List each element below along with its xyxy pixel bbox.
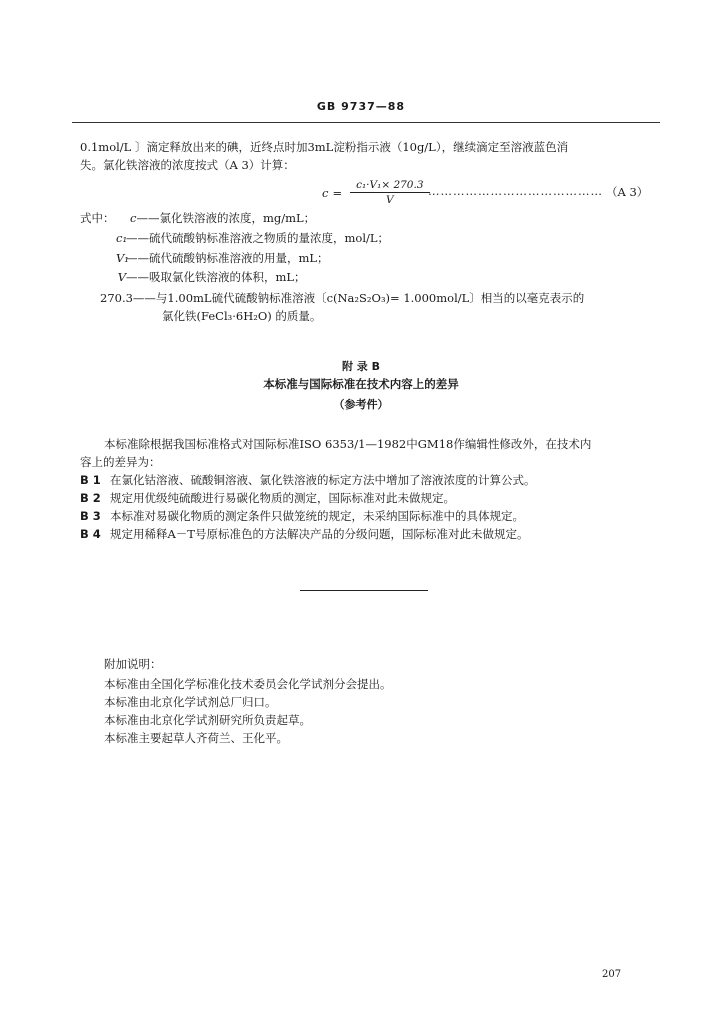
page-header: GB 9737—88	[316, 100, 406, 113]
formula-equals: =	[332, 185, 343, 200]
notes-title: 附加说明：	[104, 657, 162, 671]
item-text: 在氯化钴溶液、硫酸铜溶液、氯化铁溶液的标定方法中增加了溶液浓度的计算公式。	[110, 473, 536, 487]
intro-line-1: 0.1mol/L 〕滴定释放出来的碘，近终点时加3mL淀粉指示液（10g/L），继续滴定至溶液蓝色消	[80, 140, 569, 154]
definition-text: ——氯化铁溶液的浓度，mg/mL；	[136, 211, 316, 225]
appendix-item-b2	[80, 490, 455, 506]
item-text: 规定用稀释A－T号原标准色的方法解决产品的分级问题，国际标准对此未做规定。	[110, 527, 529, 541]
item-text: 本标准对易碳化物质的测定条件只做笼统的规定，未采纳国际标准中的具体规定。	[110, 509, 524, 523]
formula-denominator: V	[386, 194, 394, 206]
item-label: B 3	[80, 509, 101, 523]
appendix-item-b1	[80, 472, 536, 488]
definition-symbol: V₁	[116, 251, 129, 265]
item-label: B 1	[80, 473, 101, 487]
page-number: 207	[602, 969, 622, 980]
definition-symbol: V	[117, 270, 126, 284]
formula-fraction	[350, 178, 429, 207]
appendix-item-b3	[80, 508, 524, 524]
definition-symbol: c₁	[116, 231, 128, 245]
formula-leader: ……………………………………	[428, 184, 603, 198]
notes-line-3: 本标准由北京化学试剂研究所负责起草。	[104, 713, 311, 727]
definition-c1	[116, 230, 389, 246]
notes-line-1: 本标准由全国化学标准化技术委员会化学试剂分会提出。	[104, 677, 392, 691]
definition-270-line-1: 270.3——与1.00mL硫代硫酸钠标准溶液〔c(Na₂S₂O₃)= 1.000mol/L〕相当的以毫克表示的	[100, 291, 585, 305]
item-label: B 4	[80, 527, 101, 541]
definition-text: ——硫代硫酸钠标准溶液之物质的量浓度，mol/L；	[126, 231, 390, 245]
appendix-title: 附 录 B	[341, 360, 381, 373]
item-label: B 2	[80, 491, 101, 505]
definition-prefix: 式中：	[80, 211, 115, 225]
notes-line-2: 本标准由北京化学试剂总厂归口。	[104, 695, 277, 709]
formula-a3	[322, 178, 434, 207]
appendix-note: （参考件）	[333, 398, 389, 411]
definition-c	[80, 210, 315, 226]
definition-270-line-2: 氯化铁(FeCl₃·6H₂O) 的质量。	[162, 309, 322, 323]
item-text: 规定用优级纯硫酸进行易碳化物质的测定，国际标准对此未做规定。	[110, 491, 455, 505]
appendix-subtitle: 本标准与国际标准在技术内容上的差异	[263, 377, 459, 391]
definition-v1	[116, 250, 329, 266]
notes-line-4: 本标准主要起草人齐荷兰、王化平。	[104, 731, 288, 745]
section-divider	[300, 590, 428, 591]
definition-v	[116, 269, 306, 285]
formula-number: （A 3）	[606, 185, 649, 199]
definition-text: ——吸取氯化铁溶液的体积，mL；	[126, 270, 306, 284]
appendix-paragraph-line-2: 容上的差异为：	[80, 455, 161, 469]
header-rule	[72, 122, 660, 123]
appendix-item-b4	[80, 526, 528, 542]
definition-symbol: c	[130, 211, 137, 225]
appendix-paragraph-line-1: 本标准除根据我国标准格式对国际标准ISO 6353/1—1982中GM18作编辑性修改外，在技术内	[104, 437, 592, 451]
definition-text: ——硫代硫酸钠标准溶液的用量，mL；	[126, 251, 329, 265]
formula-lhs: c	[322, 185, 329, 200]
intro-line-2: 失。氯化铁溶液的浓度按式（A 3）计算：	[80, 158, 295, 172]
formula-numerator: c₁·V₁× 270.3	[350, 178, 429, 193]
